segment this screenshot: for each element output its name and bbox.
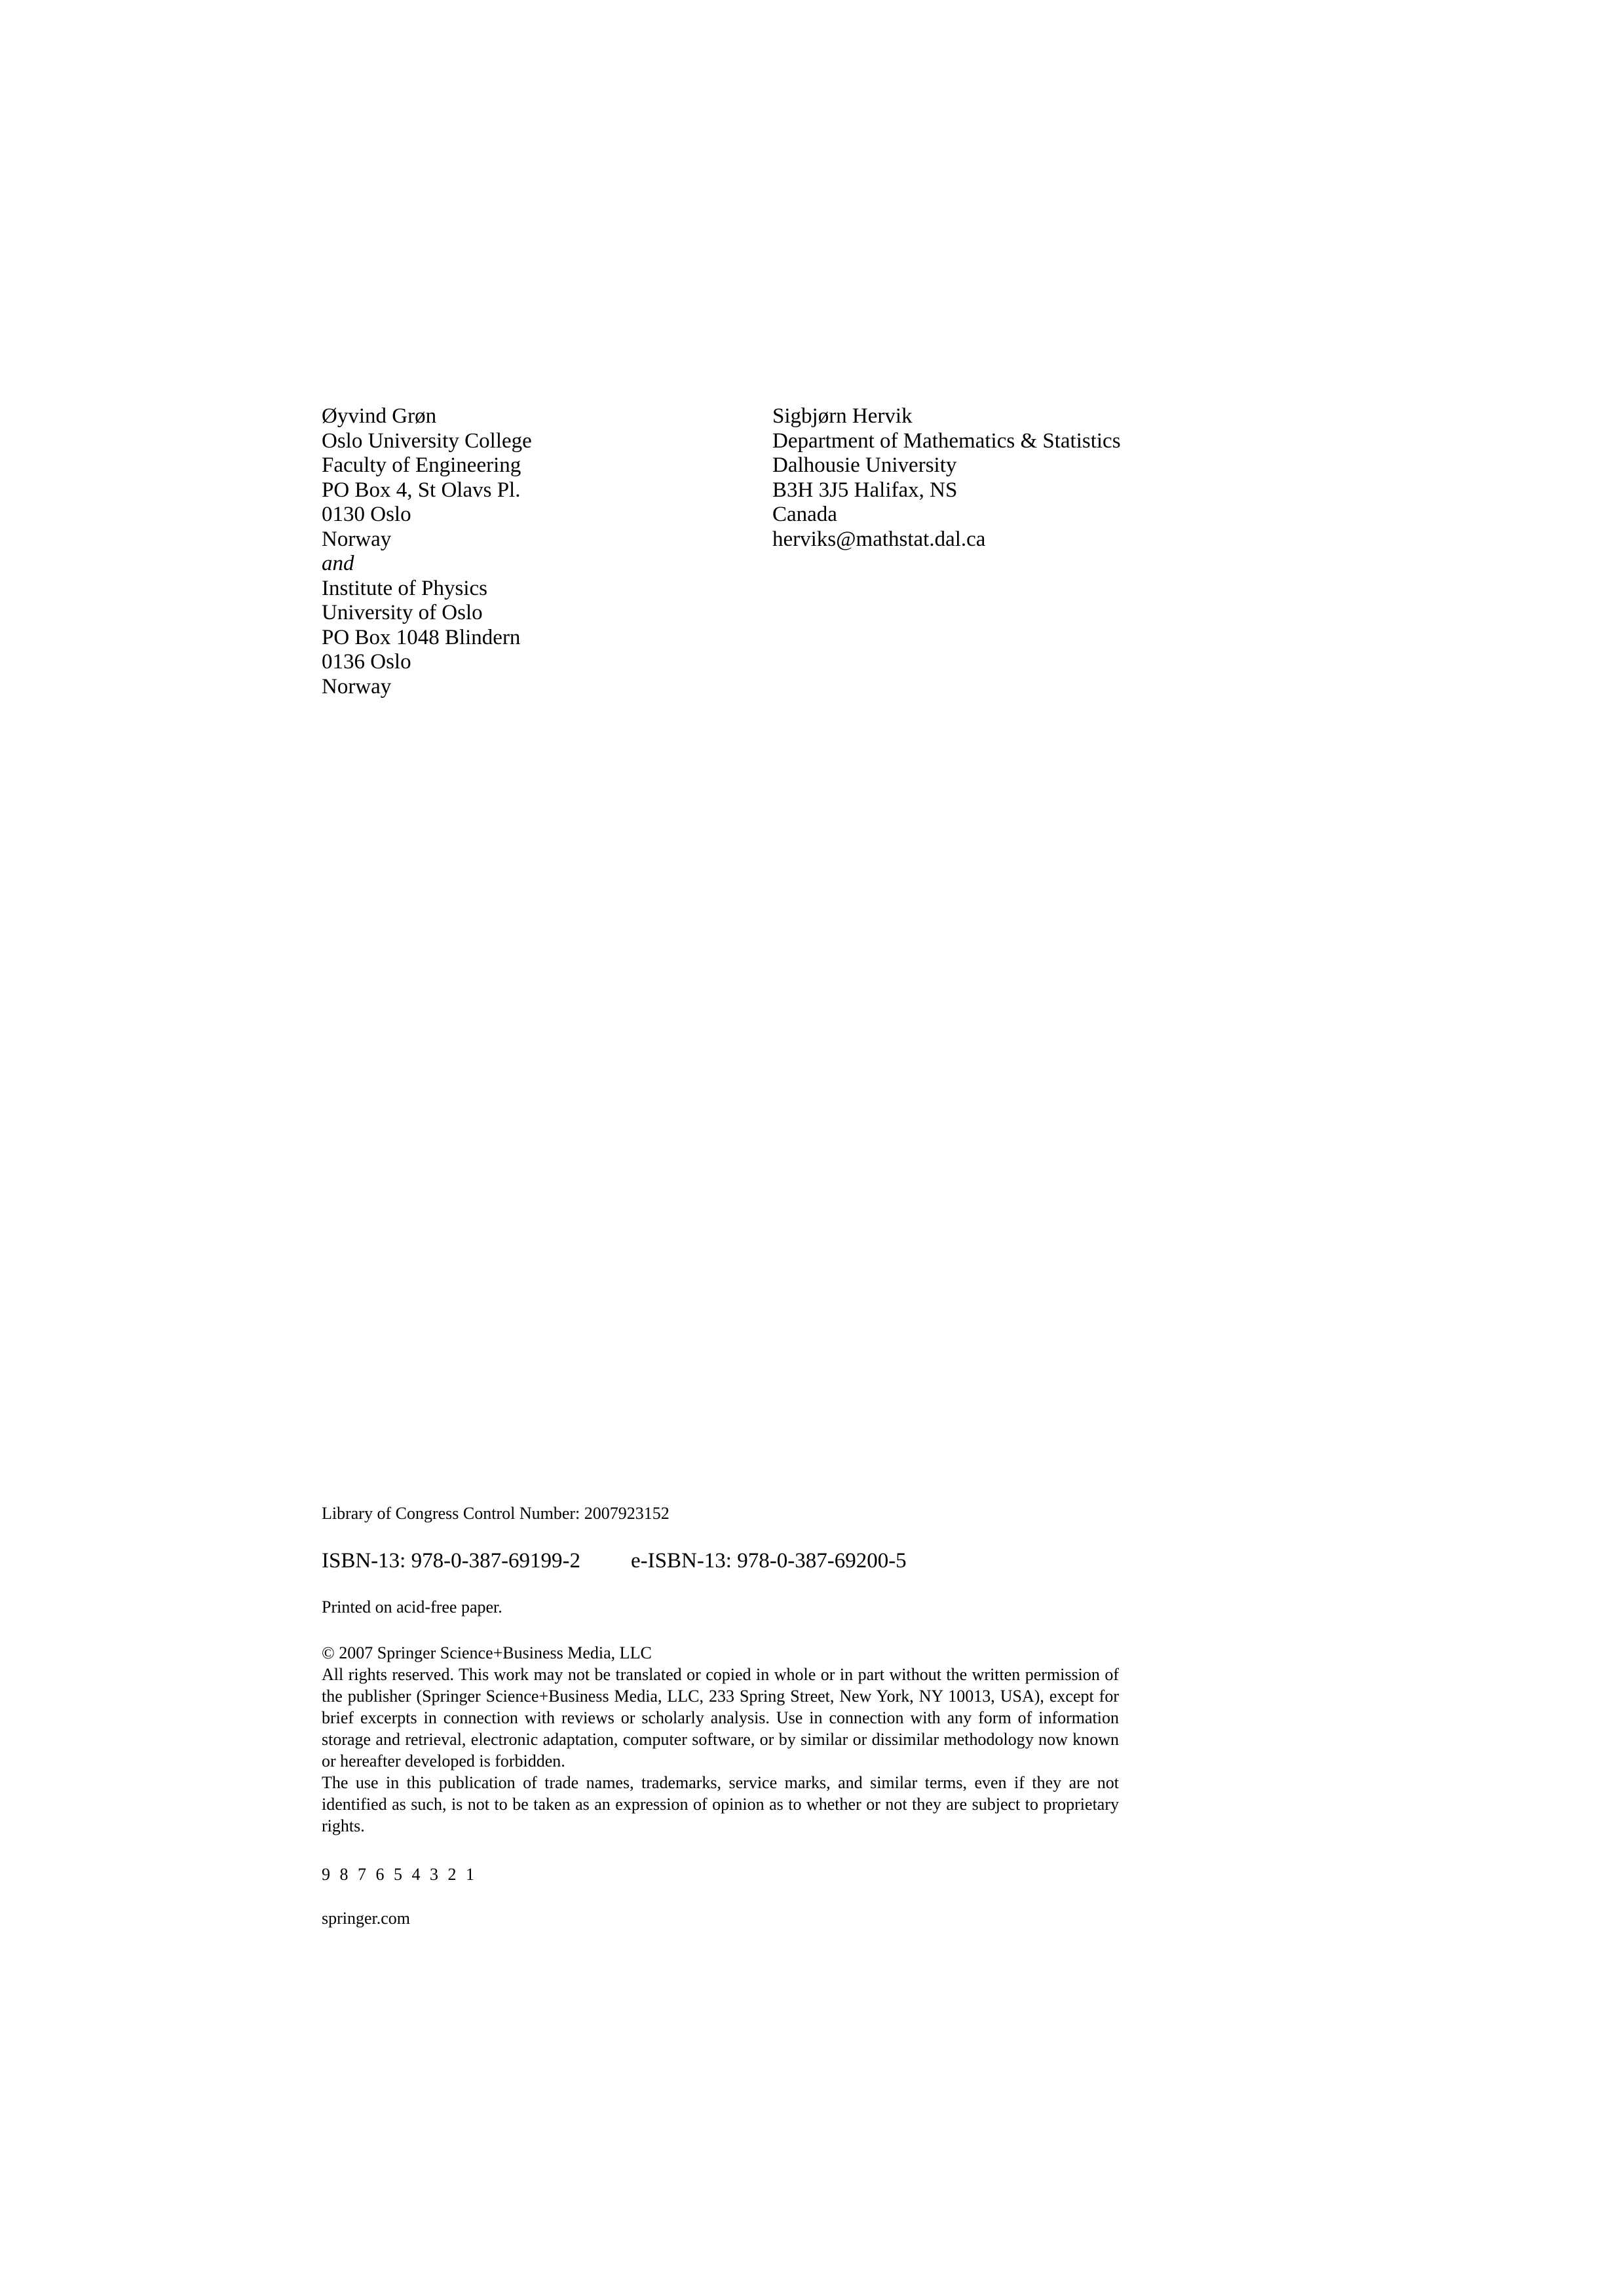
trademark-paragraph: The use in this publication of trade names, trademarks, service marks, and similar terms, even if they are not identified as such, is not to be taken as an expression of opinion as to whether or not they are subject to proprietary rights. xyxy=(322,1773,1119,1835)
hervik-address-line: Canada xyxy=(772,503,837,526)
gron-address-line: Øyvind Grøn xyxy=(322,404,437,428)
gron-address-line: Norway xyxy=(322,674,392,698)
gron-address-line: Institute of Physics xyxy=(322,576,487,600)
gron-address-line: Norway xyxy=(322,527,392,551)
hervik-address-line: B3H 3J5 Halifax, NS xyxy=(772,478,958,502)
print-line: 9 8 7 6 5 4 3 2 1 xyxy=(322,1865,474,1884)
publisher-website: springer.com xyxy=(322,1909,411,1928)
hervik-address-line: herviks@mathstat.dal.ca xyxy=(772,527,986,551)
author-address-right xyxy=(772,404,1121,552)
hervik-address-line: Sigbjørn Hervik xyxy=(772,404,913,428)
gron-address-line: University of Oslo xyxy=(322,601,483,624)
e-isbn: e-ISBN-13: 978-0-387-69200-5 xyxy=(631,1549,907,1573)
isbn: ISBN-13: 978-0-387-69199-2 xyxy=(322,1549,581,1573)
gron-address-line: PO Box 1048 Blindern xyxy=(322,625,521,649)
copyright-block xyxy=(322,1642,1119,1837)
gron-address-line: 0130 Oslo xyxy=(322,503,411,526)
copyright-line: © 2007 Springer Science+Business Media, LLC xyxy=(322,1643,652,1662)
hervik-address-line: Dalhousie University xyxy=(772,453,957,477)
gron-address-line: 0136 Oslo xyxy=(322,650,411,674)
isbn-row xyxy=(322,1548,907,1573)
gron-address-line: and xyxy=(322,552,354,575)
gron-address-line: Oslo University College xyxy=(322,429,532,453)
library-of-congress-number: Library of Congress Control Number: 2007923152 xyxy=(322,1504,670,1523)
gron-address-line: PO Box 4, St Olavs Pl. xyxy=(322,478,521,502)
author-address-left xyxy=(322,404,532,699)
rights-paragraph: All rights reserved. This work may not be translated or copied in whole or in part without the written permission of the publisher (Springer Science+Business Media, LLC, 233 Spring Street, New York, NY 10013, USA), except for brief excerpts in connection with reviews or scholarly analysis. Use in connection with any form of information storage and retrieval, electronic adaptation, computer software, or by similar or dissimilar methodology now known or hereafter developed is forbidden. xyxy=(322,1665,1119,1770)
acid-free-notice: Printed on acid-free paper. xyxy=(322,1598,502,1617)
gron-address-line: Faculty of Engineering xyxy=(322,453,521,477)
hervik-address-line: Department of Mathematics & Statistics xyxy=(772,429,1121,453)
